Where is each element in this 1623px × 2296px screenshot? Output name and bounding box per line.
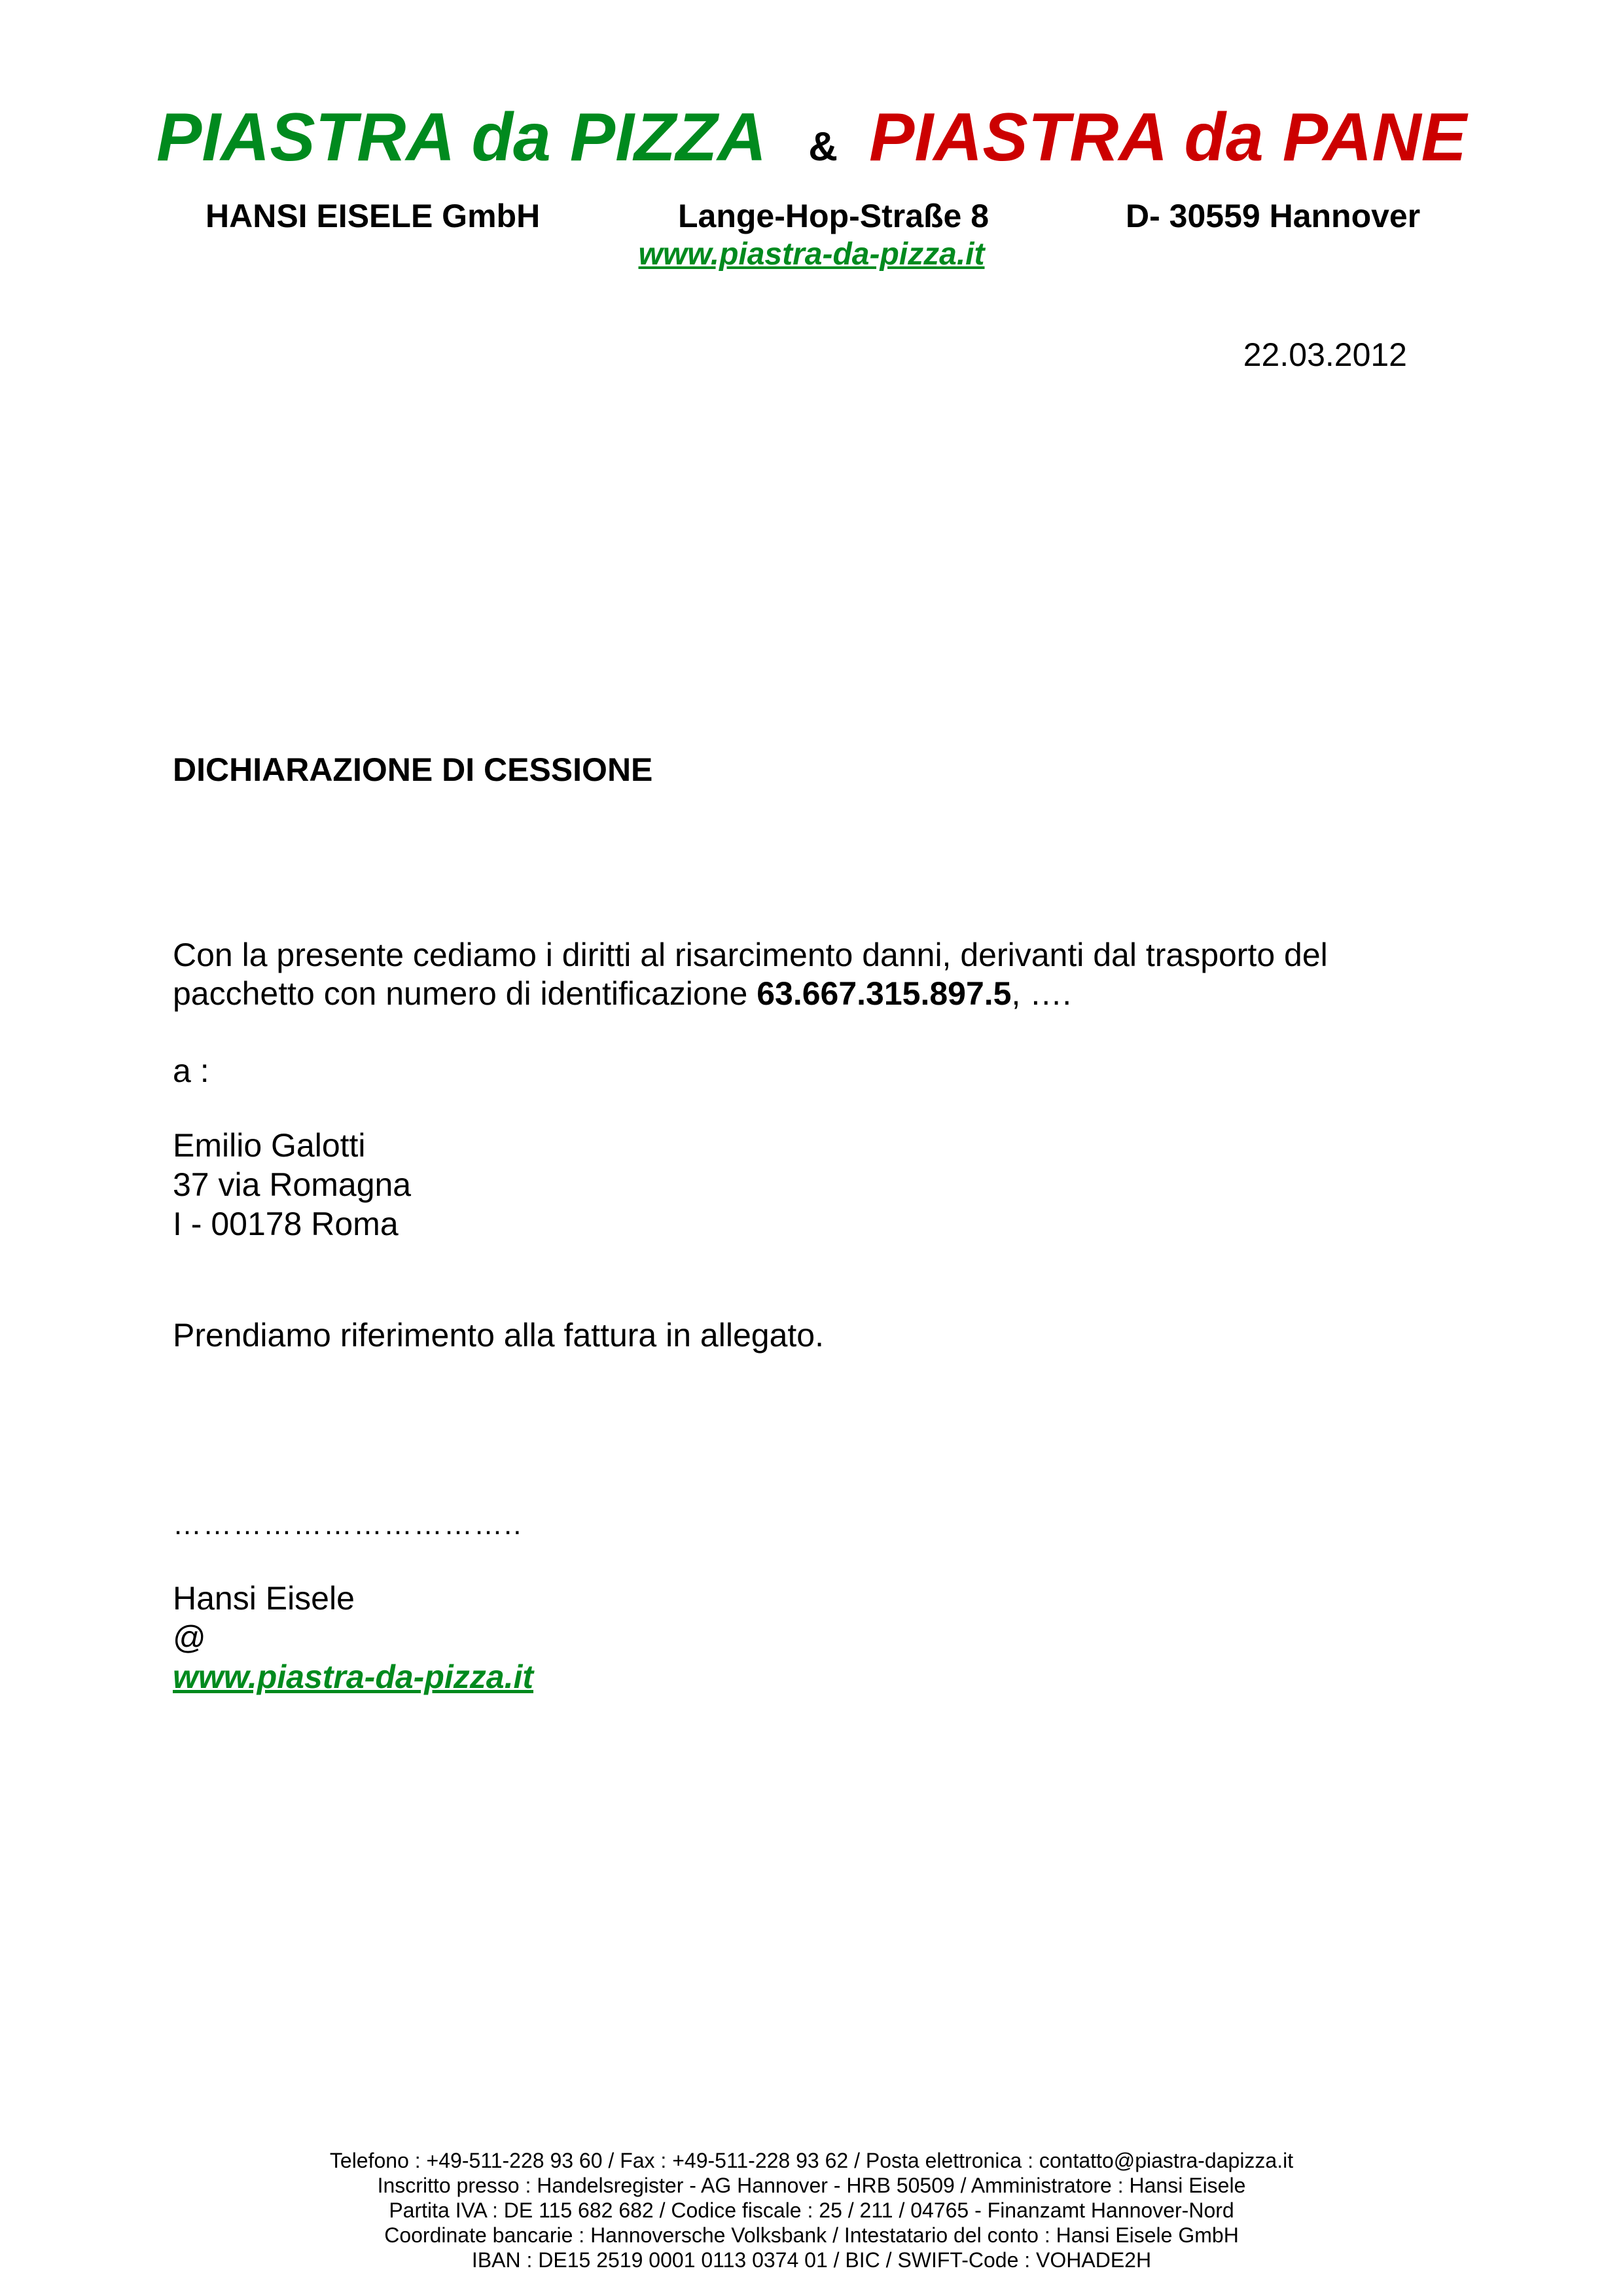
tracking-number: 63.667.315.897.5 [757,975,1012,1012]
footer-bank-line: Coordinate bancarie : Hannoversche Volksbank / Intestatario del conto : Hansi Eisele GmbH [384,2223,1239,2247]
signer-at-symbol: @ [173,1619,206,1656]
invoice-reference: Prendiamo riferimento alla fattura in allegato. [173,1317,824,1354]
recipient-address [173,1126,411,1244]
company-street: Lange-Hop-Straße 8 [678,198,990,234]
body-line-2 [173,975,1328,1013]
signer-block [173,1579,533,1696]
brand-ampersand: & [808,124,838,170]
footer-contact-line: Telefono : +49-511-228 93 60 / Fax : +49-511-228 93 62 / Posta elettronica : contatto@piastra-dapizza.it [329,2149,1294,2172]
letterhead-title [0,98,1623,187]
brand-pizza: PIASTRA da PIZZA [156,99,767,175]
recipient-name: Emilio Galotti [173,1127,366,1164]
letter-body [173,936,1328,1013]
body-line-1: Con la presente cediamo i diritti al risarcimento danni, derivanti dal trasporto del [173,937,1328,973]
brand-pane: PIASTRA da PANE [868,99,1467,175]
footer-tax-line: Partita IVA : DE 115 682 682 / Codice fiscale : 25 / 211 / 04765 - Finanzamt Hannover-Nord [389,2198,1234,2222]
footer-iban-line: IBAN : DE15 2519 0001 0113 0374 01 / BIC / SWIFT-Code : VOHADE2H [471,2248,1152,2272]
letterhead-website-link[interactable]: www.piastra-da-pizza.it [638,237,985,272]
signer-website-link[interactable]: www.piastra-da-pizza.it [173,1659,534,1695]
recipient-city: I - 00178 Roma [173,1206,399,1242]
company-city: D- 30559 Hannover [1126,198,1421,234]
letter-subject: DICHIARAZIONE DI CESSIONE [173,751,653,788]
recipient-label: a : [173,1052,209,1089]
footer-register-line: Inscritto presso : Handelsregister - AG Hannover - HRB 50509 / Amministratore : Hansi Eisele [377,2174,1246,2197]
footer [0,2148,1623,2272]
recipient-street: 37 via Romagna [173,1166,412,1203]
letter-date: 22.03.2012 [1243,336,1407,373]
company-name: HANSI EISELE GmbH [205,198,541,234]
signer-name: Hansi Eisele [173,1580,355,1617]
body-line-2-prefix: pacchetto con numero di identificazione [173,975,757,1012]
body-line-2-suffix: , …. [1011,975,1072,1012]
signature-line: …………………………….. [173,1509,523,1541]
